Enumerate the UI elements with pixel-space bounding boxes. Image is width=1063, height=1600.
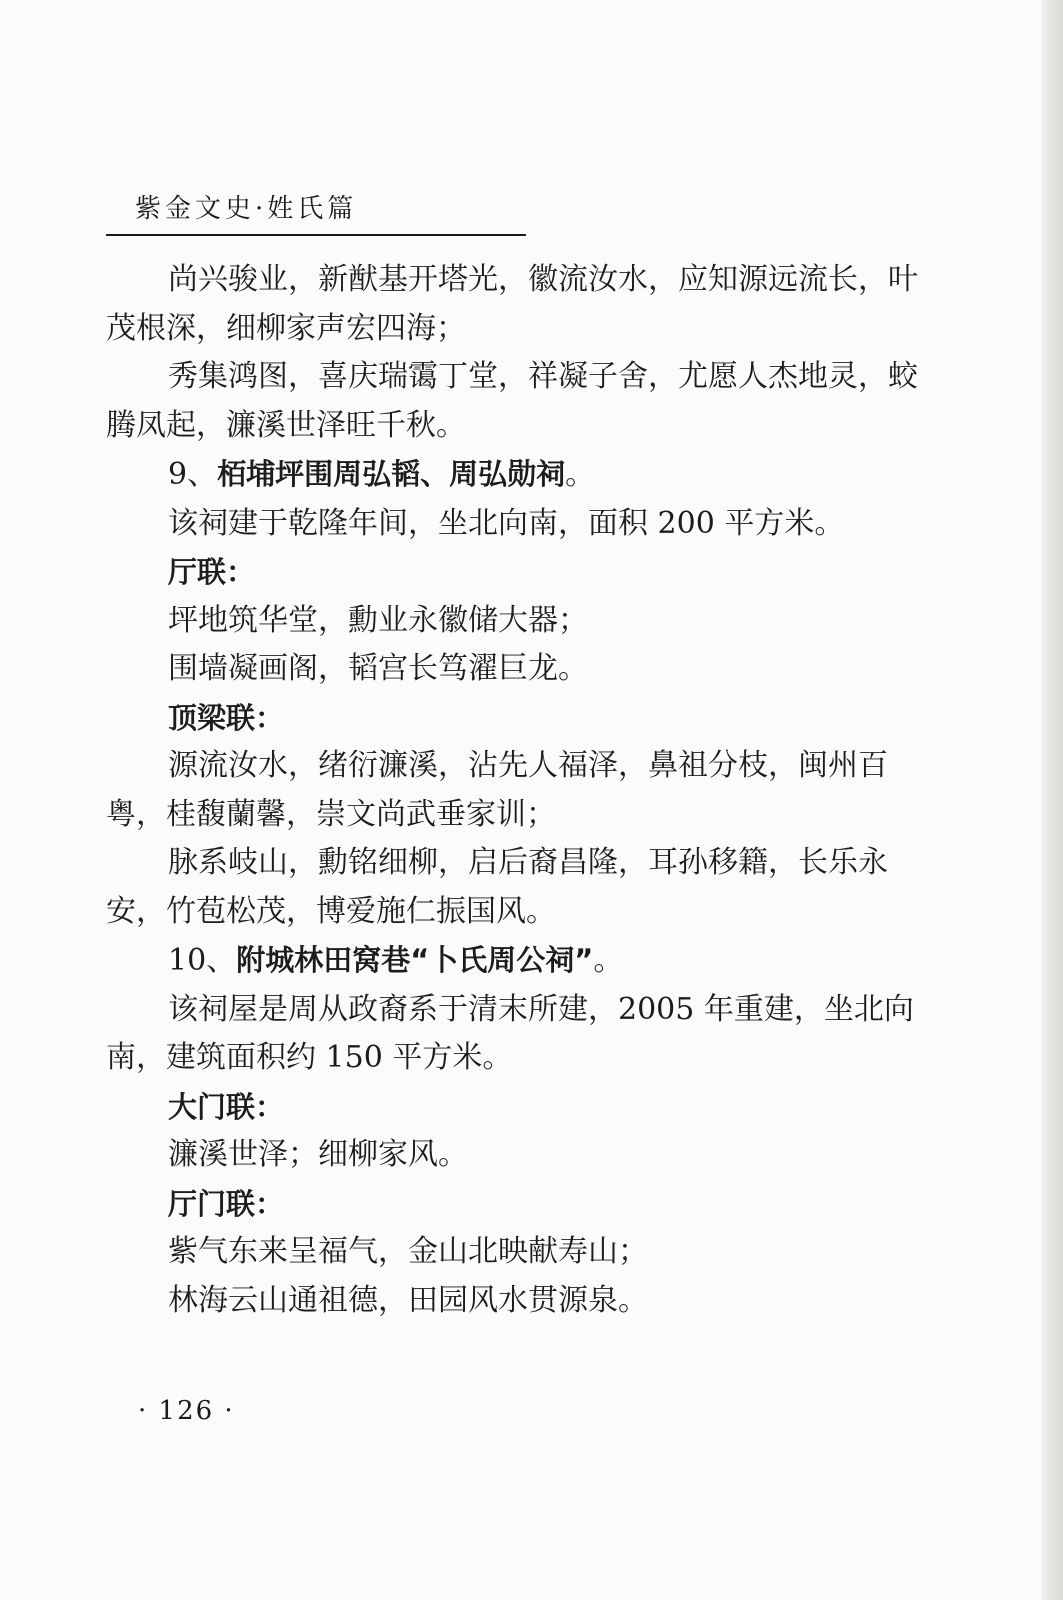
couplet-label: 厅门联： — [168, 1186, 285, 1221]
couplet-line: 紫气东来呈福气，金山北映献寿山； — [168, 1234, 648, 1269]
couplet-label: 大门联： — [168, 1089, 285, 1124]
paragraph: 源流汝水，绪衍濂溪，沾先人福泽，鼻祖分枝，闽州百粤，桂馥蘭馨，崇文尚武垂家训； — [106, 748, 888, 832]
couplet-label: 厅联： — [168, 555, 256, 589]
page-body — [106, 256, 926, 1325]
section-title: 栢埔坪围周弘韬、周弘勋祠 — [217, 457, 566, 491]
couplet-line: 林海云山通祖德，田园风水贯源泉。 — [168, 1282, 648, 1318]
section-number: 9、 — [168, 457, 218, 492]
section-punct: 。 — [593, 943, 624, 978]
paragraph: 尚兴骏业，新猷基开塔光，徽流汝水，应知源远流长，叶茂根深，细柳家声宏四海； — [106, 262, 918, 346]
couplet-line: 濂溪世泽；细柳家风。 — [168, 1137, 468, 1172]
paragraph: 该祠建于乾隆年间，坐北向南，面积 200 平方米。 — [168, 505, 845, 541]
paragraph: 脉系岐山，勳铭细柳，启后裔昌隆，耳孙移籍，长乐永安，竹苞松茂，博爱施仁振国风。 — [106, 845, 888, 929]
couplet-line: 坪地筑华堂，勳业永徽储大器； — [168, 602, 588, 638]
section-punct: 。 — [565, 457, 596, 492]
section-heading-10 — [106, 936, 926, 986]
page-edge-shadow — [1041, 0, 1063, 1600]
section-heading-9 — [106, 450, 926, 500]
page-number: · 126 · — [138, 1396, 235, 1426]
couplet-line: 围墙凝画阁，韬宫长笃濯巨龙。 — [168, 651, 588, 686]
running-head: 紫金文史·姓氏篇 — [135, 194, 358, 224]
paragraph: 该祠屋是周从政裔系于清末所建，2005 年重建，坐北向南，建筑面积约 150 平方米。 — [106, 991, 914, 1075]
section-number: 10、 — [168, 943, 237, 978]
paragraph: 秀集鸿图，喜庆瑞霭丁堂，祥凝子舍，尤愿人杰地灵，蛟腾凤起，濂溪世泽旺千秋。 — [106, 359, 918, 443]
couplet-label: 顶梁联： — [168, 700, 285, 735]
header-rule — [106, 234, 526, 236]
section-title: 附城林田窝巷“卜氏周公祠” — [236, 943, 594, 977]
